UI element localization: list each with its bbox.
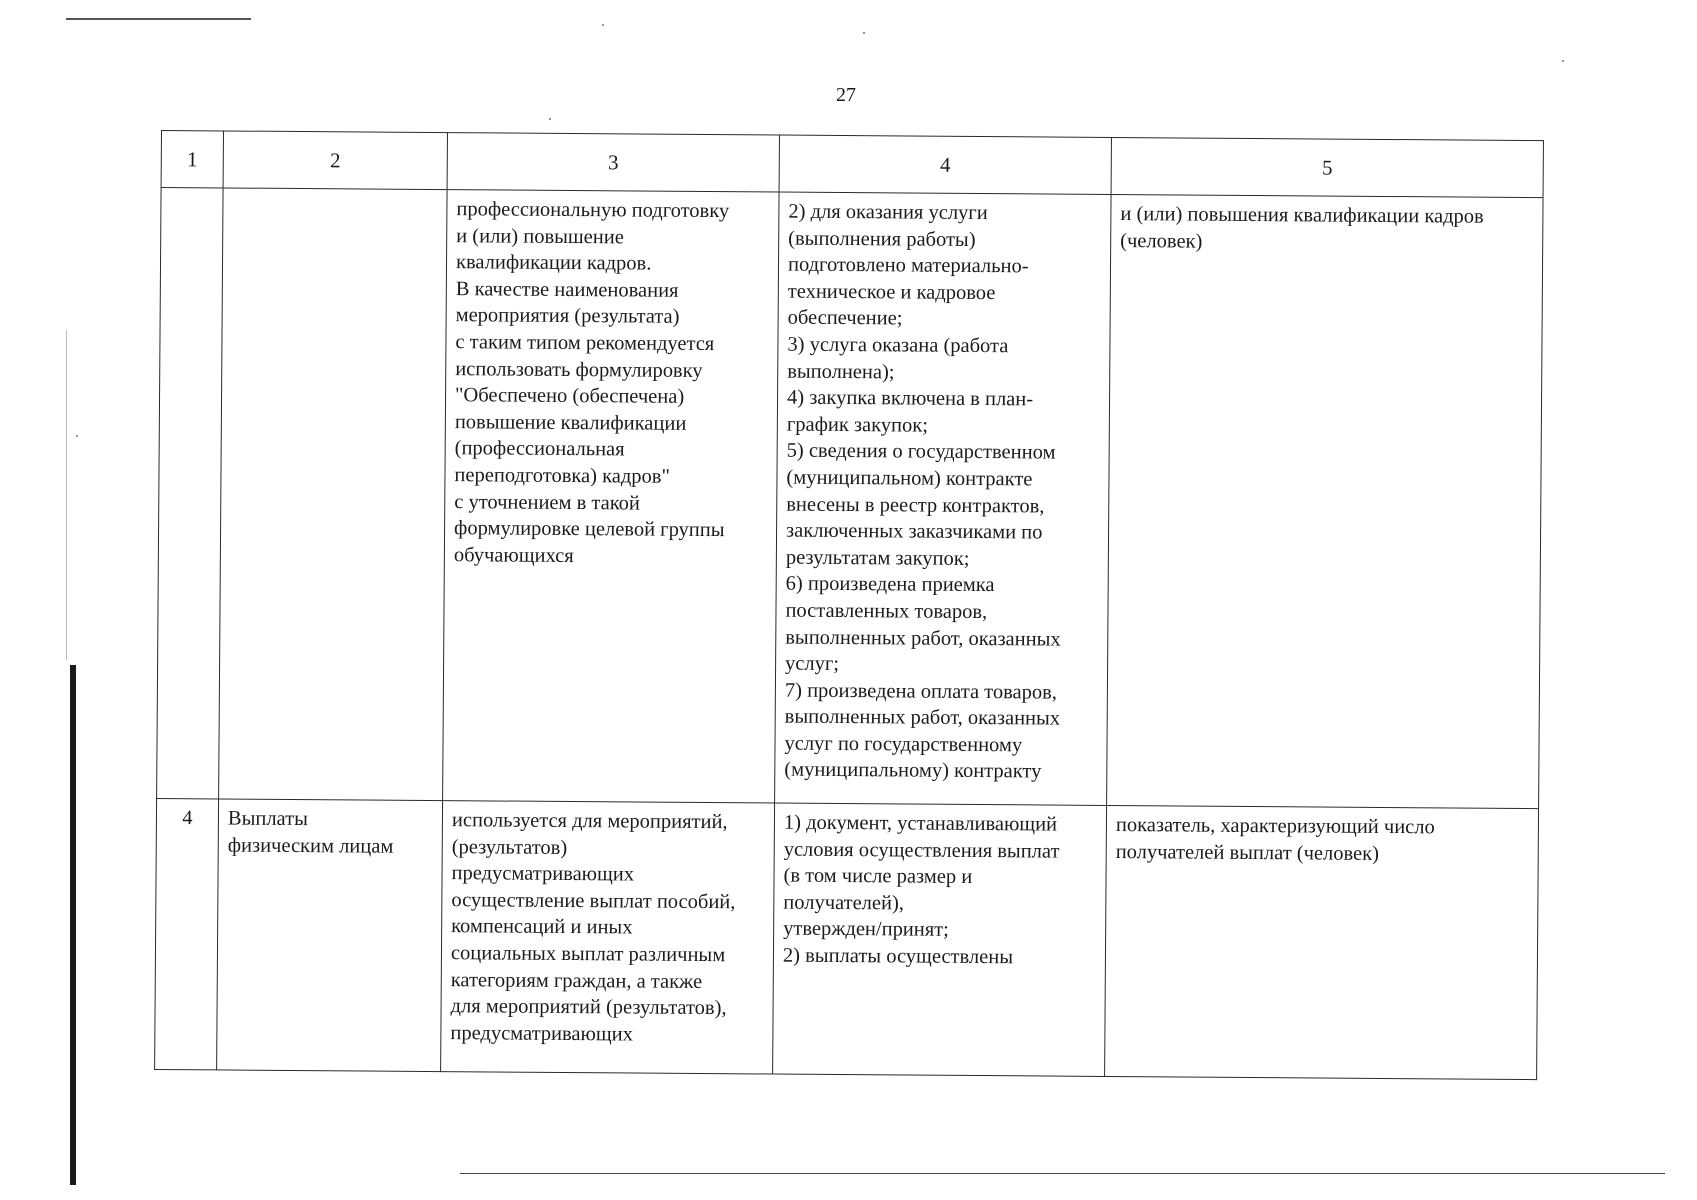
description-cell: используется для мероприятий, (результатов) предусматривающих осуществление выплат пособий, компенсаций и иных социальных выплат различным категориям граждан, а также для мероприятий (результатов), предусматривающих bbox=[441, 801, 775, 1074]
page-number: 27 bbox=[836, 84, 856, 106]
control-points-cell: 1) документ, устанавливающий условия осуществления выплат (в том числе размер и получателей), утвержден/принят; 2) выплаты осуществлены bbox=[773, 803, 1107, 1076]
scan-margin-line bbox=[66, 330, 67, 660]
scan-speck bbox=[602, 24, 604, 26]
scan-speck bbox=[863, 32, 865, 34]
scan-binding-edge bbox=[70, 665, 76, 1185]
indicator-cell: и (или) повышения квалификации кадров (человек) bbox=[1107, 194, 1543, 808]
column-header: 2 bbox=[223, 131, 447, 190]
row-number-cell: 4 bbox=[155, 798, 219, 1069]
column-header: 4 bbox=[779, 135, 1111, 194]
indicator-cell: показатель, характеризующий число получателей выплат (человек) bbox=[1105, 805, 1539, 1079]
type-name-cell bbox=[219, 188, 447, 801]
bottom-rule bbox=[460, 1173, 1665, 1174]
table-header-row bbox=[161, 131, 1543, 198]
scan-speck bbox=[1562, 60, 1564, 62]
column-header: 5 bbox=[1111, 137, 1543, 197]
row-number-cell bbox=[157, 188, 223, 799]
control-points-cell: 2) для оказания услуги (выполнения работы) подготовлено материально- техническое и кадровое обеспечение; 3) услуга оказана (работа выполнена); 4) закупка включена в план- график закупок; 5) сведения о государственном (муниципальном) контракте внесены в реестр контрактов, заключенных заказчиками по результатам закупок; 6) произведена приемка поставленных товаров, выполненных работ, оказанных услуг; 7) произведена оплата товаров, выполненных работ, оказанных услуг по государственному (муниципальному) контракту bbox=[775, 192, 1111, 805]
top-rule bbox=[66, 18, 251, 20]
scan-speck bbox=[549, 118, 551, 120]
scan-speck bbox=[76, 435, 78, 437]
type-name-cell: Выплаты физическим лицам bbox=[217, 799, 443, 1072]
document-table bbox=[154, 130, 1544, 1080]
table-row bbox=[155, 798, 1539, 1079]
table-row bbox=[157, 188, 1543, 809]
column-header: 1 bbox=[161, 131, 223, 188]
column-header: 3 bbox=[447, 133, 779, 192]
description-cell: профессиональную подготовку и (или) повышение квалификации кадров. В качестве наименования мероприятия (результата) с таким типом рекомендуется использовать формулировку "Обеспечено (обеспечена) повышение квалификации (профессиональная переподготовка) кадров" с уточнением в такой формулировке целевой группы обучающихся bbox=[443, 190, 779, 803]
